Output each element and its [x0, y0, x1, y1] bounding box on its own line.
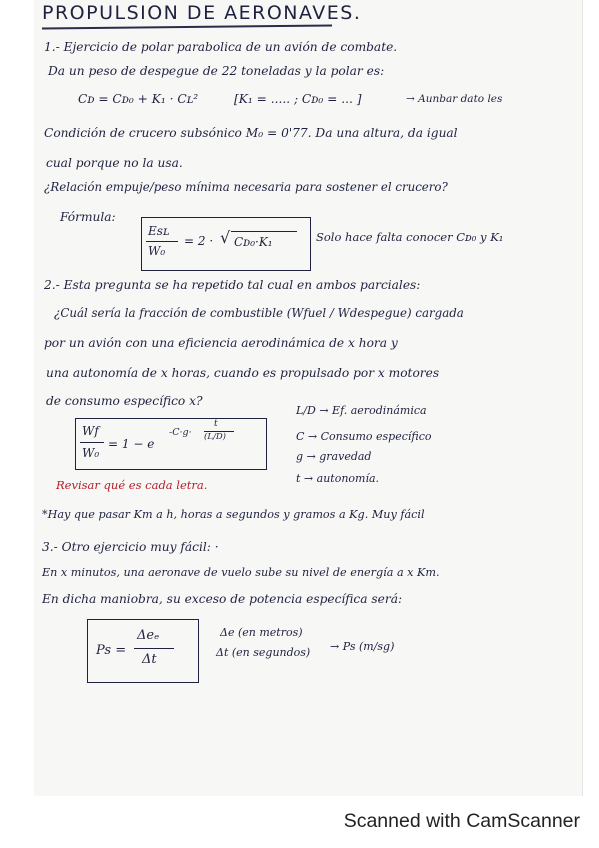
- q2-hint: *Hay que pasar Km a h, horas a segundos y gramos a Kg. Muy fácil: [42, 508, 425, 521]
- q2-formula-rhs: = 1 − e: [108, 437, 155, 451]
- q3-formula-numerator: Δeₑ: [137, 628, 160, 643]
- q2-red-note: Revisar qué es cada letra.: [56, 478, 208, 492]
- q1-polar-arrow: → Aunbar dato les: [406, 93, 503, 105]
- page-title: PROPULSION DE AERONAVES.: [42, 2, 362, 24]
- q2-formula-box: [75, 418, 267, 470]
- q2-legend4: t → autonomía.: [296, 472, 380, 485]
- q2-exponent-numerator: t: [214, 419, 218, 429]
- q1-line3: Condición de crucero subsónico M₀ = 0'77. Da una altura, da igual: [44, 126, 458, 140]
- camscanner-watermark: [0, 810, 599, 833]
- q1-formula-label: Fórmula:: [60, 210, 116, 224]
- q3-line2: En x minutos, una aeronave de vuelo sube su nivel de energía a x Km.: [42, 566, 440, 579]
- q2-formula-numerator: Wf: [82, 424, 99, 438]
- q2-line4: una autonomía de x horas, cuando es propulsado por x motores: [46, 366, 440, 380]
- q1-note: Solo hace falta conocer Cᴅ₀ y K₁: [316, 230, 504, 244]
- q2-exponent-prefix: -C·g·: [169, 427, 192, 438]
- q3-formula-denominator: Δt: [142, 652, 157, 667]
- q1-sqrt-bar: [231, 231, 297, 232]
- q2-legend1: L/D → Ef. aerodinámica: [296, 404, 427, 417]
- q1-formula-sqrt: Cᴅ₀·K₁: [234, 235, 273, 249]
- q2-line1: 2.- Esta pregunta se ha repetido tal cual en ambos parciales:: [44, 278, 421, 292]
- q1-fraction-bar: [146, 241, 178, 242]
- q1-formula-rhs: = 2 ·: [184, 234, 214, 248]
- q1-formula-numerator: Esʟ: [148, 224, 170, 238]
- q2-exponent-denominator: (L/D): [204, 432, 226, 442]
- q2-line2: ¿Cuál sería la fracción de combustible (Wfuel / Wdespegue) cargada: [54, 306, 464, 320]
- q1-polar-bracket: [K₁ = ..... ; Cᴅ₀ = ... ]: [234, 92, 362, 106]
- sqrt-icon: √: [220, 228, 231, 247]
- q3-legend-result: → Ps (m/sg): [330, 640, 395, 653]
- q2-legend2: C → Consumo específico: [296, 430, 432, 443]
- q1-heading: 1.- Ejercicio de polar parabolica de un avión de combate.: [44, 40, 398, 54]
- q3-legend1: Δe (en metros): [220, 626, 303, 639]
- q1-line2: Da un peso de despegue de 22 toneladas y la polar es:: [48, 64, 385, 78]
- q3-line3: En dicha maniobra, su exceso de potencia específica será:: [42, 592, 403, 606]
- scanned-page: [34, 0, 583, 796]
- q2-formula-denominator: W₀: [82, 446, 100, 460]
- q1-formula-denominator: W₀: [148, 244, 166, 258]
- q1-line4: cual porque no la usa.: [46, 156, 183, 170]
- q3-legend2: Δt (en segundos): [216, 646, 311, 659]
- q3-formula-lhs: Ps =: [96, 643, 127, 658]
- scanned-label: Scanned with CamScanner: [343, 810, 580, 832]
- q2-fraction-bar: [80, 442, 104, 443]
- q3-fraction-bar: [134, 648, 174, 649]
- q3-line1: 3.- Otro ejercicio muy fácil: ·: [42, 540, 219, 554]
- q1-polar-formula: Cᴅ = Cᴅ₀ + K₁ · Cʟ²: [78, 92, 199, 106]
- q2-line3: por un avión con una eficiencia aerodinámica de x hora y: [44, 336, 398, 350]
- q2-line5: de consumo específico x?: [46, 394, 203, 408]
- q2-legend3: g → gravedad: [296, 450, 372, 463]
- q1-question: ¿Relación empuje/peso mínima necesaria para sostener el crucero?: [44, 180, 448, 194]
- title-underline: [42, 24, 332, 29]
